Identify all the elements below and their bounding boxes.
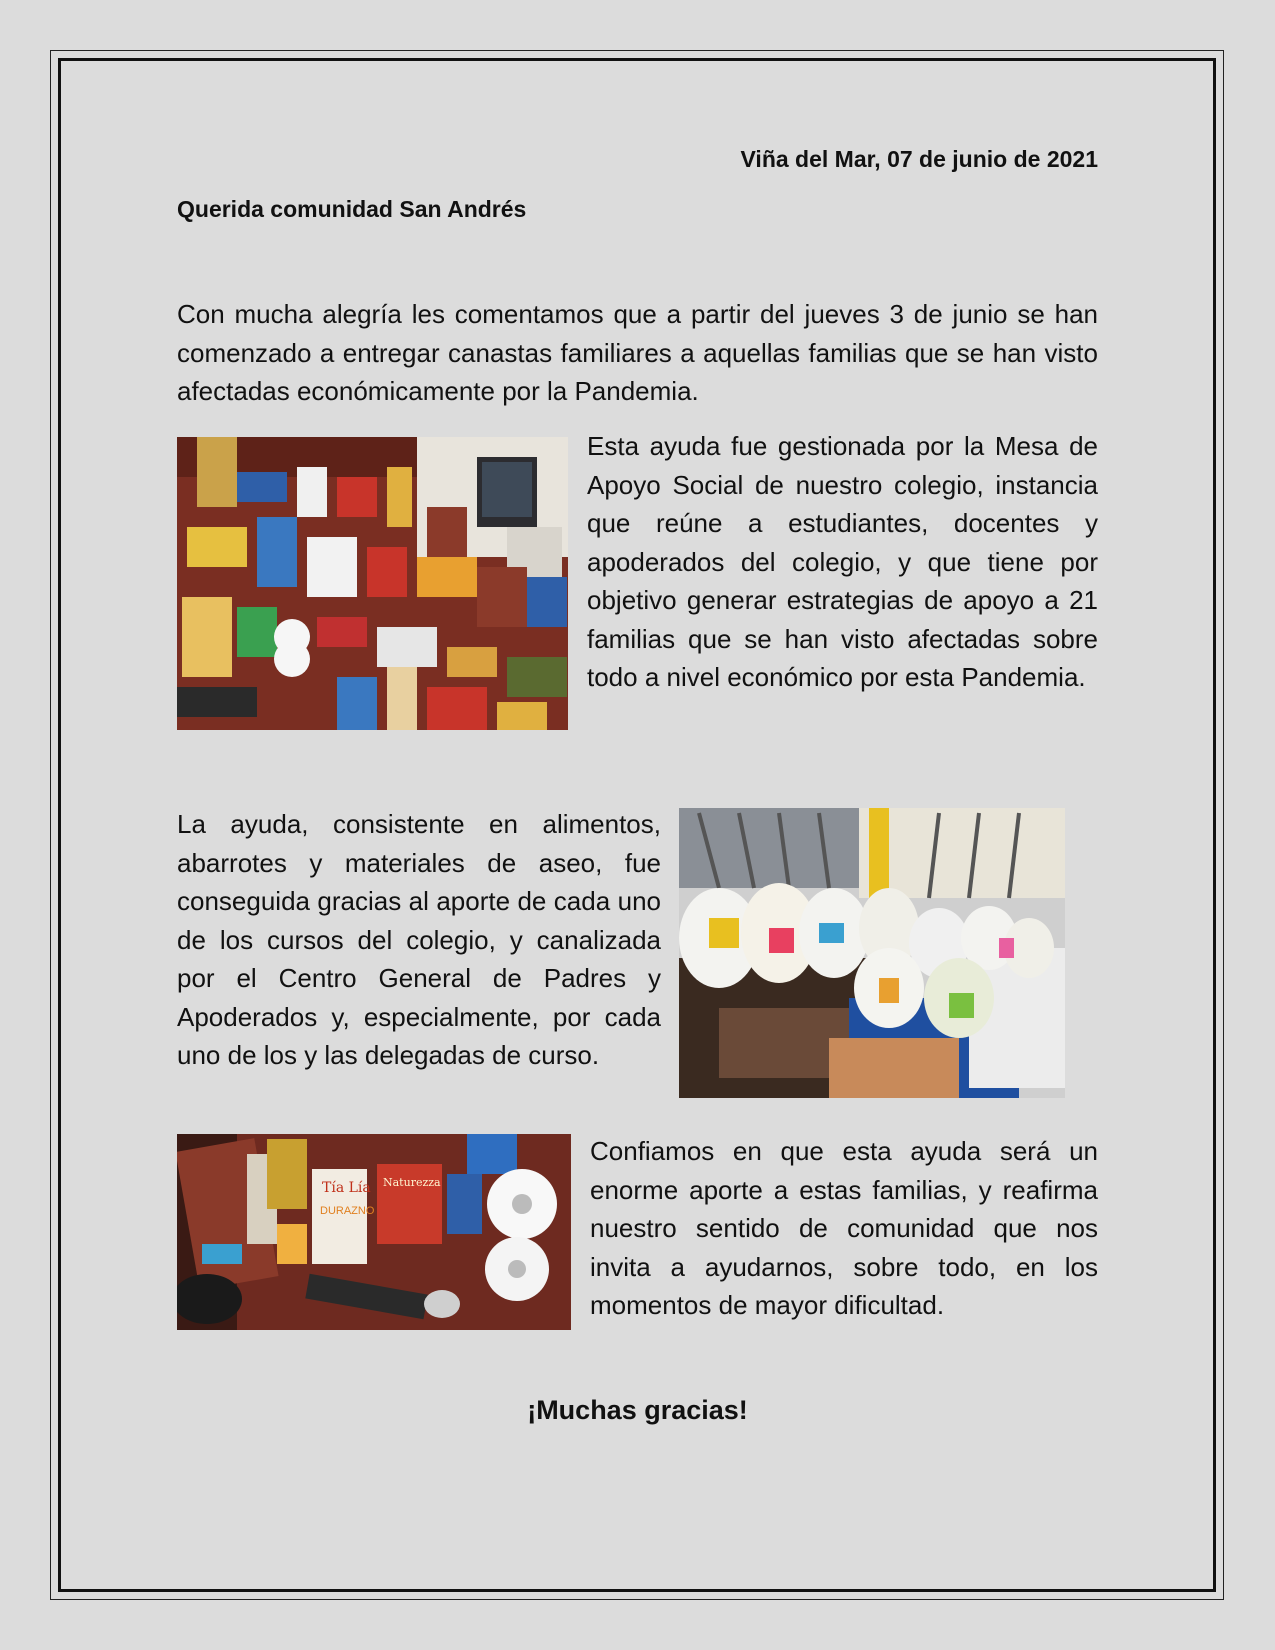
photo-groceries-floor: [177, 437, 568, 730]
letter-date: Viña del Mar, 07 de junio de 2021: [740, 146, 1098, 172]
paragraph-ayuda: La ayuda, consistente en alimentos, abarrotes y materiales de aseo, fue conseguida gracias al aporte de cada uno de los cursos del colegio, y canalizada por el Centro General de Padres y Apoderados y, especialmente, por cada uno de los y las delegadas de curso.: [177, 809, 661, 1070]
photo-bags-tables: [679, 808, 1065, 1098]
letter-greeting: Querida comunidad San Andrés: [177, 196, 527, 222]
photo-groceries-closeup: [177, 1134, 571, 1330]
closing-thanks: ¡Muchas gracias!: [527, 1395, 748, 1425]
photo-text-durazno: DURAZNO: [320, 1205, 375, 1217]
paragraph-mesa-apoyo: Esta ayuda fue gestionada por la Mesa de Apoyo Social de nuestro colegio, instancia que reúne a estudiantes, docentes y apoderados del colegio, y que tiene por objetivo generar estrategias de apoyo a 21 familias que se han visto afectadas sobre todo a nivel económico por esta Pandemia.: [587, 431, 1098, 692]
photo-text-tialia: Tía Lía: [322, 1180, 371, 1196]
paragraph-intro: Con mucha alegría les comentamos que a partir del jueves 3 de junio se han comenzado a entregar canastas familiares a aquellas familias que se han visto afectadas económicamente por la Pandemia.: [177, 299, 1098, 406]
paragraph-confiamos: Confiamos en que esta ayuda será un enorme aporte a estas familias, y reafirma nuestro sentido de comunidad que nos invita a ayudarnos, sobre todo, en los momentos de mayor dificultad.: [590, 1136, 1098, 1320]
photo-text-naturezza: Naturezza: [383, 1176, 441, 1189]
